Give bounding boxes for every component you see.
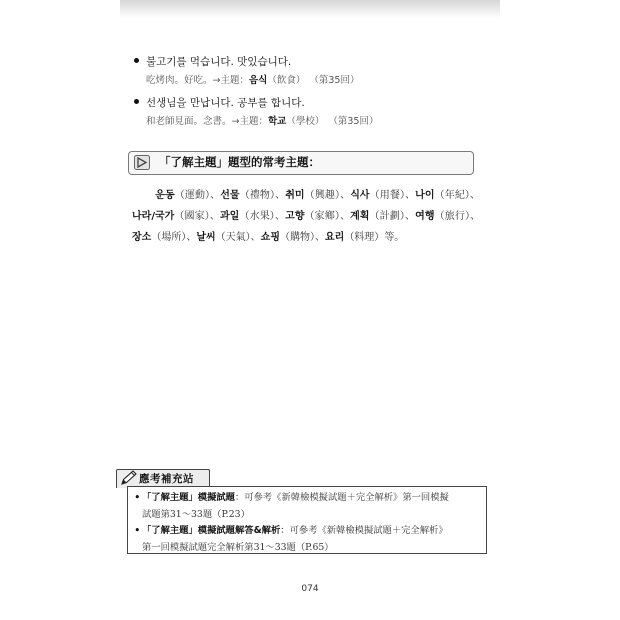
arrow: →: [231, 116, 240, 127]
topic-list-paragraph: 운동（運動）、선물（禮物）、취미（興趣）、식사（用餐）、나이（年紀）、나라/국가（國家）、과일（水果）、고향（家鄉）、계획（計劃）、여행（旅行）、장소（場所）、날씨（天氣）、쇼핑（購物）、요리（料理）等。: [132, 190, 481, 243]
topic-item: 날씨（天氣）: [196, 232, 251, 243]
topic-korean: 학교: [268, 116, 287, 127]
example-translation-line: [146, 113, 378, 127]
example-korean-sentence: 불고기를 먹습니다. 맛있습니다.: [146, 56, 292, 68]
question-reference: （第35回）: [328, 116, 379, 127]
play-triangle-icon: [134, 155, 150, 170]
topic-item: 고향（家鄉）: [285, 211, 340, 222]
topic-label: 主題：: [220, 75, 249, 86]
bullet: •: [134, 490, 141, 504]
topic-item: 나라/국가（國家）: [132, 211, 210, 222]
topic-item: 나이（年紀）: [415, 190, 471, 201]
topic-item: 취미（興趣）: [285, 190, 341, 201]
tip-box: [127, 486, 487, 554]
example-translation: 和老師見面。念書。: [146, 116, 232, 127]
example-translation-line: [146, 72, 359, 86]
topic-item: 쇼핑（購物）: [260, 232, 315, 243]
topic-chinese: （學校）: [286, 116, 325, 127]
bullet: •: [134, 523, 141, 537]
section-header-box: [128, 151, 474, 175]
topic-korean: 음식: [249, 75, 268, 86]
topics-end: 等。: [384, 232, 405, 243]
topic-item: 선물（禮物）: [220, 190, 276, 201]
topic-item: 운동（運動）: [155, 190, 211, 201]
tip-label: 應考補充站: [139, 473, 194, 485]
topic-item: 요리（料理）: [324, 232, 385, 243]
topic-item: 과일（水果）: [220, 211, 275, 222]
topic-item: 계획（計劃）: [350, 211, 406, 222]
example-translation: 吃烤肉。好吃。: [146, 75, 213, 86]
example-korean-sentence: 선생님을 만납니다. 공부를 합니다.: [146, 97, 305, 109]
tip-item-1: • 「了解主題」模擬試題：可參考《新韓檢模擬試題＋完全解析》第一回模擬 試題第31～33題（P.23）: [134, 490, 449, 520]
page-top-edge: [120, 0, 500, 18]
arrow: →: [212, 75, 221, 86]
bullet: [134, 99, 139, 104]
pencil-icon: [119, 470, 139, 487]
topic-item: 식사（用餐）: [350, 190, 406, 201]
topic-item: 여행（旅行）: [415, 211, 471, 222]
question-reference: （第35回）: [309, 75, 360, 86]
topic-item: 장소（場所）: [132, 232, 187, 243]
page-number: 074: [301, 584, 319, 594]
topic-chinese: （飲食）: [267, 75, 306, 86]
bullet: [134, 58, 139, 63]
tip-item-2: • 「了解主題」模擬試題解答&解析：可參考《新韓檢模擬試題＋完全解析》 第一回模擬試題完全解析第31～33題（P.65）: [134, 523, 448, 553]
topic-label: 主題：: [239, 116, 268, 127]
section-title: 「了解主題」題型的常考主題：: [159, 155, 320, 169]
